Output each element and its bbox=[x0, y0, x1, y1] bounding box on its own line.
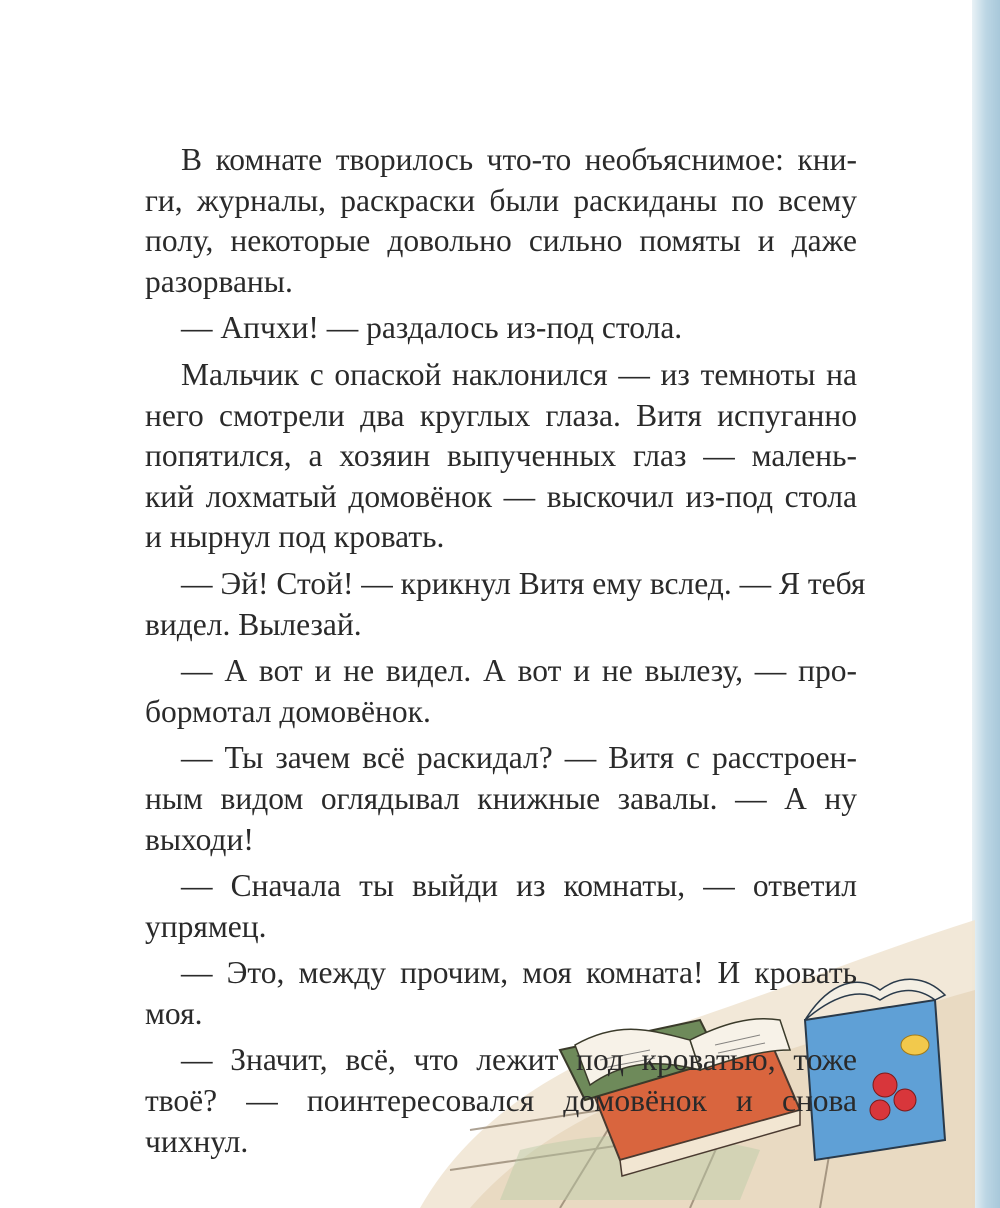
paragraph bbox=[145, 140, 857, 302]
text-line: — Ты зачем всё раскидал? — Витя с расстроен- bbox=[181, 740, 857, 776]
text-line: — Сначала ты выйди из комнаты, — ответил bbox=[181, 868, 857, 904]
text-line: видел. Вылезай. bbox=[145, 606, 362, 642]
text-line: бормотал домовёнок. bbox=[145, 693, 431, 729]
paragraph bbox=[145, 1040, 857, 1162]
text-line: чихнул. bbox=[145, 1123, 249, 1159]
text-line: и нырнул под кровать. bbox=[145, 519, 445, 555]
text-line: — Значит, всё, что лежит под кроватью, тоже bbox=[181, 1042, 857, 1078]
text-line: В комнате творилось что-то необъяснимое: кни- bbox=[181, 142, 857, 177]
paragraph bbox=[145, 738, 857, 860]
text-line: ги, журналы, раскраски были раскиданы по всему bbox=[145, 182, 857, 218]
text-line: выходи! bbox=[145, 821, 254, 857]
paragraph bbox=[145, 651, 857, 732]
text-line: — Это, между прочим, моя комната! И кровать bbox=[181, 955, 857, 991]
paragraph bbox=[145, 355, 857, 558]
text-line: упрямец. bbox=[145, 908, 267, 944]
text-line: кий лохматый домовёнок — выскочил из-под стола bbox=[145, 478, 857, 514]
text-line: разорваны. bbox=[145, 263, 293, 299]
text-line: моя. bbox=[145, 995, 203, 1031]
story-text bbox=[145, 140, 866, 1162]
text-line: него смотрели два круглых глаза. Витя испуганно bbox=[145, 397, 857, 433]
text-line: — А вот и не видел. А вот и не вылезу, — про- bbox=[181, 653, 857, 689]
text-line: — Апчхи! — раздалось из-под стола. bbox=[181, 310, 683, 346]
paragraph bbox=[145, 953, 857, 1034]
paragraph bbox=[145, 308, 857, 349]
text-line: попятился, а хозяин выпученных глаз — малень- bbox=[145, 438, 857, 474]
paragraph bbox=[145, 866, 857, 947]
paragraph bbox=[145, 564, 866, 645]
text-line: ным видом оглядывал книжные завалы. — А ну bbox=[145, 780, 857, 816]
text-line: полу, некоторые довольно сильно помяты и даже bbox=[145, 223, 857, 259]
text-line: — Эй! Стой! — крикнул Витя ему вслед. — Я тебя bbox=[181, 565, 866, 601]
text-line: Мальчик с опаской наклонился — из темноты на bbox=[181, 356, 857, 392]
text-line: твоё? — поинтересовался домовёнок и снова bbox=[145, 1083, 857, 1119]
